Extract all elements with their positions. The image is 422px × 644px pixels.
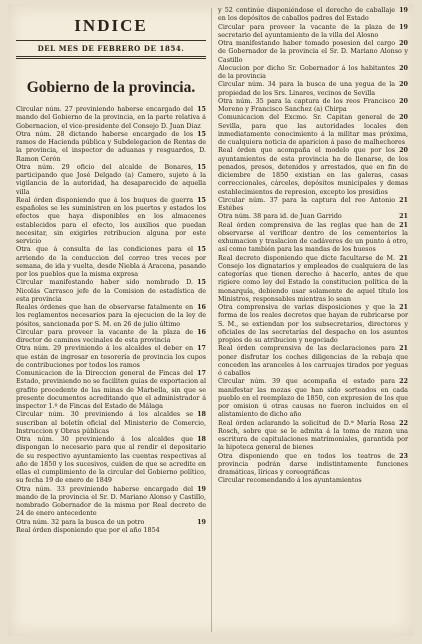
entry-page-number: 19 (197, 484, 206, 493)
index-entry (218, 23, 408, 40)
entry-page-number: 21 (399, 220, 408, 229)
entry-page-number: 15 (197, 129, 206, 138)
index-entry (16, 163, 206, 196)
entry-page-number: 15 (197, 278, 206, 287)
entry-text: Otra núm. 32 para la busca de un potro (16, 517, 145, 526)
index-entry (218, 196, 408, 213)
entry-page-number: 22 (399, 418, 408, 427)
index-entry (218, 212, 408, 220)
index-entry (218, 476, 408, 484)
entry-text: Otra núm. 28 dictando haberse encargado de los ramos de Hacienda pública y Subdelegacion de Rentas de la provincia, el inspector de aduanas y resguardos, D. Ramon Cerón (16, 129, 206, 163)
entry-page-number: 15 (197, 162, 206, 171)
entry-page-number: 16 (197, 303, 206, 311)
entry-page-number: 21 (399, 253, 408, 262)
index-entry (16, 410, 206, 435)
left-entry-list (16, 105, 206, 534)
entry-text: Real órden comprensiva de las reglas que han de observarse al verificar dentro de los cementerios la exhumacion y traslacion de cadáveres de un punto á otro, así como también para las mandas de los huesos (218, 220, 408, 254)
entry-page-number: 21 (399, 195, 408, 204)
entry-text: Otra núm. 35 para la captura de los reos Francisco Moreno y Francisco Sanchez (a) Chirpa (218, 96, 396, 113)
entry-page-number: 20 (399, 146, 408, 155)
entry-text: Circular manifestando haber sido nombrado D. Nicolás Carrasco jefe de la Comision de estadística de esta provincia (16, 278, 206, 303)
entry-text: Otra comprensiva de varias disposiciones y que la forma de los reales decretos que hayan de rubricarse por S. M., se extiendan por los subsecretarios, directores y oficiales de las secretarías del despacho en los asuntos propios de su atribucion y negociado (218, 303, 408, 344)
entry-text: Circular núm. 27 previniendo haberse encargado del mando del Gobierno de la provincia, en la parte relativa á Gobernacion, el vice-presidente del Consejo D. Juan Diaz (16, 105, 206, 130)
index-entry (16, 245, 206, 278)
index-entry (218, 64, 408, 81)
entry-text: Real órden disponiendo que por el año 1854 (16, 525, 160, 534)
entry-page-number: 20 (399, 39, 408, 47)
entry-text: y 52 continúe disponiéndose el derecho de caballaje en los depósitos de caballos padres del Estado (218, 6, 396, 23)
index-entry (218, 254, 408, 304)
index-entry (218, 39, 408, 64)
entry-text: Circular para proveer la vacante de la plaza de secretario del ayuntamiento de la villa del Alosno (218, 22, 396, 39)
index-entry (218, 344, 408, 377)
entry-text: Comunicacion de la Direccion general de Fincas del Estado, previniendo no se faciliten guias de exportacion al grafito procedente de las minas de Marbella, sin que se presente documentos acreditando que el administrador á inspector 1.º de Fincas del Estado de Málaga (16, 369, 206, 410)
entry-text: Circular núm. 34 para la busca de una yegua de la propiedad de los Srs. Linares, vecinos de Sevilla (218, 80, 396, 97)
entry-page-number: 21 (399, 303, 408, 311)
entry-text: Real órden disponiendo que á los buques de guerra españoles se les suministren en los puertos y estados los efectos que haya disponibles en los almacenes establecidos para el efecto, los auxilios que puedan necesitar, sin exigirles retribucion alguna por este servicio (16, 195, 206, 245)
entry-text: Otra núm. 33 previniendo haberse encargado del mando de la provincia el Sr. D. Mariano Alonso y Castillo, nombrado Gobernador de la misma por Real decreto de 24 de enero antecedente (16, 484, 206, 518)
entry-page-number: 18 (197, 435, 206, 443)
index-entry (16, 485, 206, 518)
entry-page-number: 22 (399, 377, 408, 386)
index-entry (16, 130, 206, 163)
index-entry (16, 196, 206, 246)
entry-text: Reales órdenes que han de observarse fatalmente en los reglamentos necesarios para la ejecucion de la ley de pósitos, sancionada por S. M. en 26 de julio último (16, 303, 206, 328)
index-entry (218, 377, 408, 418)
entry-page-number: 21 (399, 344, 408, 353)
entry-text: Alocucion por dicho Sr. Gobernador á los habitantes de la provincia (218, 63, 396, 80)
index-entry (16, 369, 206, 410)
index-entry (218, 113, 408, 146)
entry-text: Circular recomendando á los ayuntamientos (218, 476, 362, 485)
index-entry (16, 278, 206, 303)
entry-page-number: 20 (399, 113, 408, 122)
entry-text: Otra manifestando haber tomado posesion del cargo de Gobernador de la provincia el Sr. D. Mariano Alonso y Castillo (218, 39, 408, 64)
entry-page-number: 15 (197, 105, 206, 113)
right-column (218, 4, 408, 485)
entry-text: Circular núm. 37 para la captura del reo Antonio Estébes (218, 195, 396, 212)
entry-page-number: 17 (197, 344, 206, 353)
entry-text: Circular núm. 39 que acompaña el estado para manifestar las mozas que han sido sorteados en cada pueblo en el reemplazo de 1850, con expresion de los que por omision ú otras causas no fueron incluidos en el alistamiento de dicho año (218, 377, 408, 419)
entry-page-number: 20 (399, 80, 408, 89)
index-subtitle: DEL MES DE FEBRERO DE 1854. (37, 44, 185, 53)
index-entry (16, 344, 206, 369)
index-entry (218, 6, 408, 23)
entry-page-number: 19 (399, 6, 408, 14)
entry-page-number: 19 (399, 22, 408, 31)
entry-page-number: 18 (197, 410, 206, 419)
entry-page-number: 17 (197, 369, 206, 377)
index-entry (218, 146, 408, 196)
left-column (16, 4, 206, 534)
entry-text: Otra núm. 30 previniendo á los alcaldes que dispongan lo necesario para que al rendir el depositario de su respectivo ayuntamiento las cuentas respectivas al año de 1850 y los sucesivos, cuiden de que se acredite en ellas el cumplimiento de la circular del Gobierno político, su fecha 19 de enero de 1849 (16, 435, 206, 485)
index-entry (218, 221, 408, 254)
entry-text: Otra disponiendo que en todos los teatros de provincia podrán darse indistintamente funciones dramáticas, líricas y coreográficas (218, 451, 408, 476)
newspaper-page (8, 4, 414, 636)
entry-text: Circular núm. 30 previniendo á los alcaldes se suscriban al boletín oficial del Ministerio de Comercio, Instruccion y Obras públicas (16, 410, 206, 435)
entry-text: Otra que á consulta de las condiciones para el arriendo de la conduccion del correo tres veces por semana, de ida y vuelta, desde Niebla á Aracena, pasando por los pueblos que la misma expresa (16, 245, 206, 278)
index-title: INDICE (74, 16, 148, 35)
entry-text: Real órden comprensiva de las declaraciones para poner disfrutar los coches diligencias de la rebaja que conceden las aranceles á los carruajes tirados por yeguas ó caballos (218, 344, 408, 377)
entry-page-number: 19 (197, 517, 206, 526)
entry-text: Otra núm. 29 previniendo á los alcaldes el deber en que están de ingresar en tesorería de provincia los cupos de contribuciones por todos los ramos (16, 344, 206, 369)
right-entry-list (218, 6, 408, 485)
entry-text: Otra núm. 29 oficio del alcalde de Bonares, participando que José Delgado (a) Camero, sujeto á la vigilancia de la autoridad, ha desaparecido de aquella villa (16, 162, 206, 196)
entry-page-number: 16 (197, 327, 206, 336)
section-title: Gobierno de la provincia. (26, 79, 196, 96)
index-entry (16, 435, 206, 485)
index-entry (218, 419, 408, 452)
index-entry (218, 97, 408, 114)
index-entry (16, 518, 206, 526)
entry-page-number: 15 (197, 245, 206, 254)
index-entry (16, 303, 206, 328)
entry-page-number: 23 (399, 451, 408, 460)
index-entry (16, 105, 206, 130)
index-entry (16, 526, 206, 534)
entry-text: Comunicacion del Excmo. Sr. Capitan general de Sevilla, para que las autoridades locales den inmediatamente conocimiento á la militar mas próxima, de cualquiera noticia de aparicion á paso de malhechores (218, 113, 408, 146)
entry-text: Real órden aclarando la solicitud de D.ª María Rosa Rosch, sobre que se le admita á la toma de razon una escritura de capitulaciones matrimoniales, garantida por la hipoteca general de bienes (218, 418, 408, 452)
column-divider (211, 8, 212, 632)
entry-text: Real órden que acompaña el modelo que por los ayuntamientos de esta provincia ha de llenarse, de los penados, presos, detenidos y arrestados, que en fin de diciembre de 1850 existian en las galeras, casas correccionales, cárceles, depósitos municipales y demas establecimientos de represion, excepto los presidios (218, 146, 408, 196)
index-entry (218, 452, 408, 477)
index-entry (218, 303, 408, 344)
entry-text: Otra núm. 38 para id. de Juan Garrido (218, 212, 342, 221)
title-rule (16, 40, 206, 41)
entry-page-number: 21 (399, 212, 408, 221)
entry-page-number: 20 (399, 96, 408, 105)
entry-text: Circular para proveer la vacante de la plaza de director de caminos vecinales de esta provincia (16, 327, 194, 344)
entry-text: Real decreto disponiendo que dicte facultarse de M. Consejo los dignatarios y empleados de cualquiera de las categorías que tienen derecho á hacerlo, antes de que rigiere como ley del Estado la constitucion política de la monarquía, debiendo usar solamente de aquel título los Ministros, responsables mientras lo sean (218, 253, 408, 303)
entry-page-number: 20 (399, 63, 408, 72)
index-entry (218, 80, 408, 97)
subtitle-rule (16, 56, 206, 59)
index-entry (16, 328, 206, 345)
entry-page-number: 15 (197, 195, 206, 204)
